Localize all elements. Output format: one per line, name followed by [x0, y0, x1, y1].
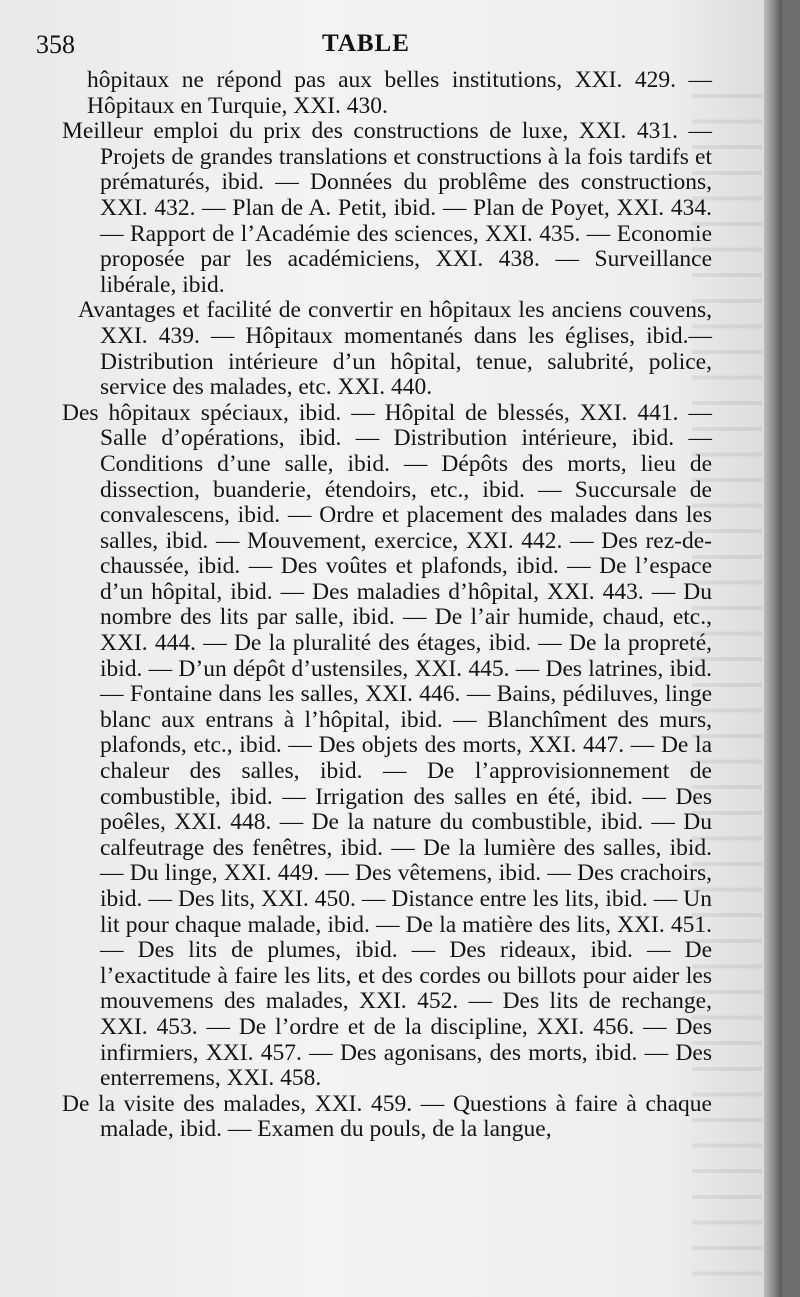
index-entry-continued: hôpitaux ne répond pas aux belles institutions, XXI. 429. — Hôpitaux en Turquie, XXI. 430. [87, 67, 712, 119]
index-entry-visite-malades: De la visite des malades, XXI. 459. — Questions à faire à chaque malade, ibid. — Examen du pouls, de la langue, [62, 1090, 712, 1143]
index-text [62, 68, 712, 1143]
page-number: 358 [36, 30, 75, 59]
index-entry-hopitaux-speciaux: Des hôpitaux spéciaux, ibid. — Hôpital de blessés, XXI. 441. — Salle d’opérations, ibid. — Distribution intérieure, ibid. — Conditions d’une salle, ibid. — Dépôts des morts, lieu de dissection, buanderie, étendoirs, etc., ibid. — Succursale de convalescens, ibid. — Ordre et placement des malades dans les salles, ibid. — Mouvement, exercice, XXI. 442. — Des rez-de-chaussée, ibid. — Des voûtes et plafonds, ibid. — De l’espace d’un hôpital, ibid. — Des maladies d’hôpital, XXI. 443. — Du nombre des lits par salle, ibid. — De l’air humide, chaud, etc., XXI. 444. — De la pluralité des étages, ibid. — De la propreté, ibid. — D’un dépôt d’ustensiles, XXI. 445. — Des latrines, ibid. — Fontaine dans les salles, XXI. 446. — Bains, pédiluves, linge blanc aux entrans à l’hôpital, ibid. — Blanchîment des murs, plafonds, etc., ibid. — Des objets des morts, XXI. 447. — De la chaleur des salles, ibid. — De l’approvisionnement de combustible, ibid. — Irrigation des salles en été, ibid. — Des poêles, XXI. 448. — De la nature du combustible, ibid. — Du calfeutrage des fenêtres, ibid. — De la lumière des salles, ibid. — Du linge, XXI. 449. — Des vêtemens, ibid. — Des crachoirs, ibid. — Des lits, XXI. 450. — Distance entre les lits, ibid. — Un lit pour chaque malade, ibid. — De la matière des lits, XXI. 451. — Des lits de plumes, ibid. — Des rideaux, ibid. — De l’exactitude à faire les lits, et des cordes ou billots pour aider les mouvemens des malades, XXI. 452. — Des lits de rechange, XXI. 453. — De l’ordre et de la discipline, XXI. 456. — Des infirmiers, XXI. 457. — Des agonisans, des morts, ibid. — Des enterremens, XXI. 458. [62, 399, 712, 1092]
running-head: TABLE [322, 30, 410, 57]
index-entry-couvens: Avantages et facilité de convertir en hôpitaux les anciens couvens, XXI. 439. — Hôpitaux momentanés dans les églises, ibid.— Distribution intérieure d’un hôpital, tenue, salubrité, police, service des malades, etc. XXI. 440. [78, 297, 712, 401]
page-header [0, 30, 782, 66]
page-spine-shadow [764, 0, 782, 1297]
index-entry-constructions: Meilleur emploi du prix des constructions de luxe, XXI. 431. — Projets de grandes translations et constructions à la fois tardifs et prématurés, ibid. — Données du problême des constructions, XXI. 432. — Plan de A. Petit, ibid. — Plan de Poyet, XXI. 434. — Rapport de l’Académie des sciences, XXI. 435. — Economie proposée par les académiciens, XXI. 438. — Surveillance libérale, ibid. [62, 118, 712, 298]
